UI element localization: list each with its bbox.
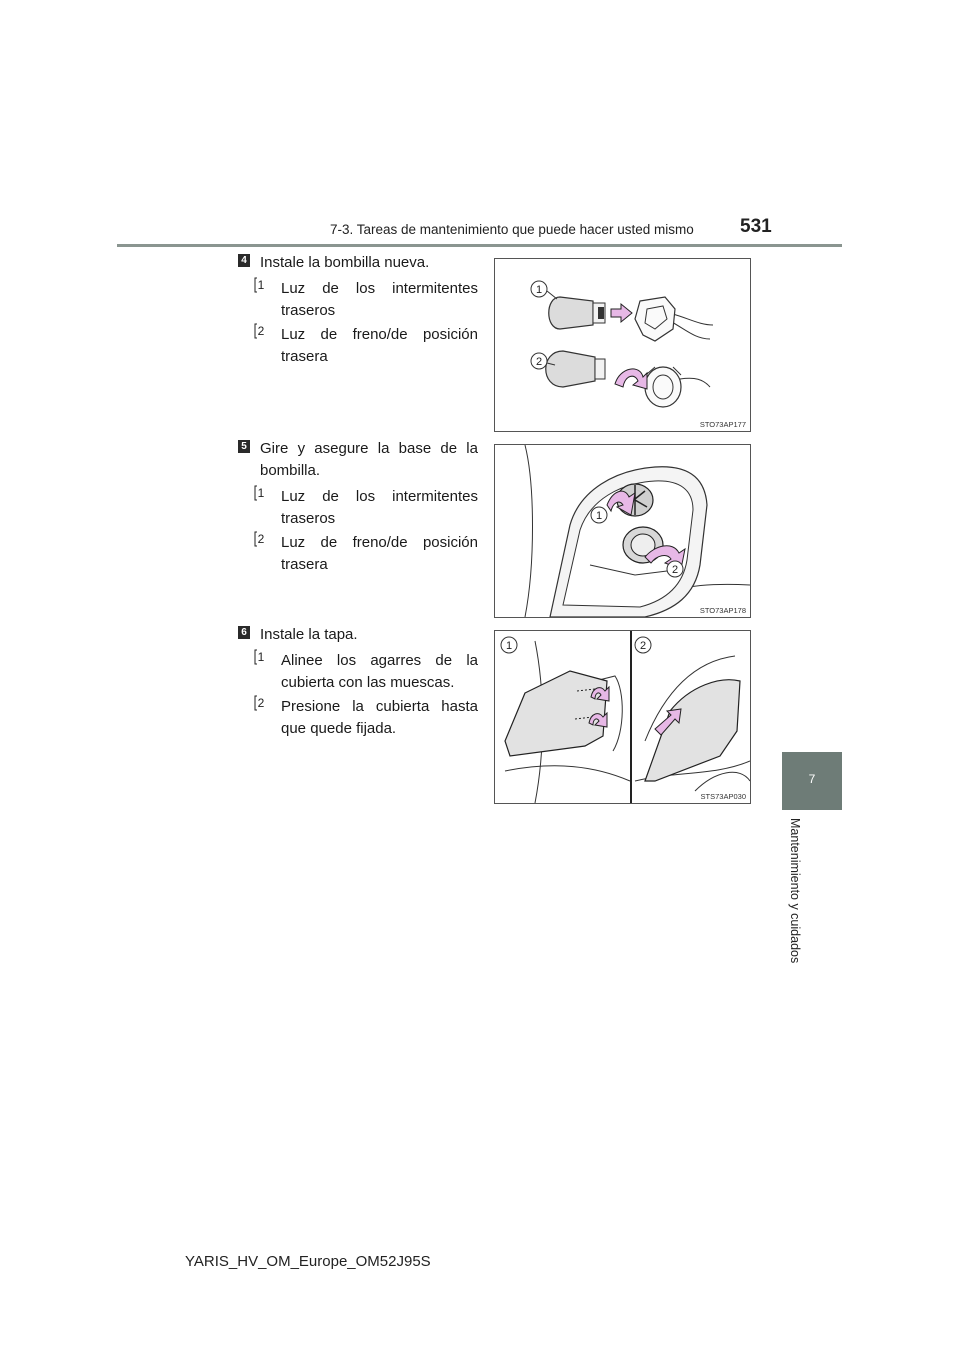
step-4-text: Instale la bombilla nueva. [260,254,430,271]
step-4-item-2-text: Luz de freno/de posición trasera [281,326,478,365]
chapter-label [780,818,810,978]
svg-text:2: 2 [257,696,265,710]
step-5-item-1-text: Luz de los intermitentes traseros [281,488,478,527]
svg-text:2: 2 [639,640,647,652]
callout-1 [531,281,557,299]
figure-code: STS73AP030 [700,792,746,801]
svg-text:1: 1 [505,640,513,652]
bulb-install-illustration [495,259,750,431]
header-rule [117,244,842,247]
step-6-badge: 6 [238,626,250,639]
svg-text:2: 2 [257,532,265,546]
svg-text:1: 1 [257,650,265,664]
twist-arrow-icon [615,369,647,389]
figure-cover-install [494,630,751,804]
socket-2-icon [645,367,681,407]
step-5-item-2-text: Luz de freno/de posición trasera [281,534,478,573]
step-5-item-2-badge [254,531,268,547]
chapter-label-text: Mantenimiento y cuidados [788,818,802,964]
callout-1 [501,637,517,653]
step-6-item-2-text: Presione la cubierta hasta que quede fijada. [281,698,478,737]
callout-1 [591,507,607,523]
figure-code: STO73AP177 [699,420,746,429]
chapter-number: 7 [808,772,816,786]
callout-2 [667,561,683,577]
step-6-item-2-badge [254,695,268,711]
cover-left-icon [505,671,607,756]
step-4-item-2-badge [254,323,268,339]
bulb-1-icon [549,297,605,329]
footer-doc-id: YARIS_HV_OM_Europe_OM52J95S [185,1253,431,1270]
svg-text:1: 1 [257,486,265,500]
svg-text:1: 1 [535,284,543,296]
svg-text:1: 1 [257,278,265,292]
svg-text:1: 1 [595,510,603,522]
svg-text:2: 2 [671,564,679,576]
socket-1-icon [635,297,675,341]
svg-text:2: 2 [257,324,265,338]
step-4-badge: 4 [238,254,250,267]
cover-install-illustration [495,631,750,803]
bulb-2-icon [546,351,605,387]
chapter-tab [782,752,842,810]
step-5-text: Gire y asegure la base de la bombilla. [260,440,478,479]
figure-bulb-twist [494,444,751,618]
insert-arrow-icon [611,304,632,322]
header-title: 7-3. Tareas de mantenimiento que puede hacer usted mismo [330,222,694,237]
figure-bulb-install [494,258,751,432]
step-4-item-1-badge [254,277,268,293]
callout-2 [635,637,651,653]
figure-code: STO73AP178 [699,606,746,615]
step-6-text: Instale la tapa. [260,626,358,643]
step-6-item-1-badge [254,649,268,665]
step-6-item-1-text: Alinee los agarres de la cubierta con las muescas. [281,652,478,691]
step-5-item-1-badge [254,485,268,501]
step-4-item-1-text: Luz de los intermitentes traseros [281,280,478,319]
svg-text:2: 2 [535,356,543,368]
page-number: 531 [740,216,772,237]
bulb-twist-illustration [495,445,750,617]
step-5-badge: 5 [238,440,250,453]
